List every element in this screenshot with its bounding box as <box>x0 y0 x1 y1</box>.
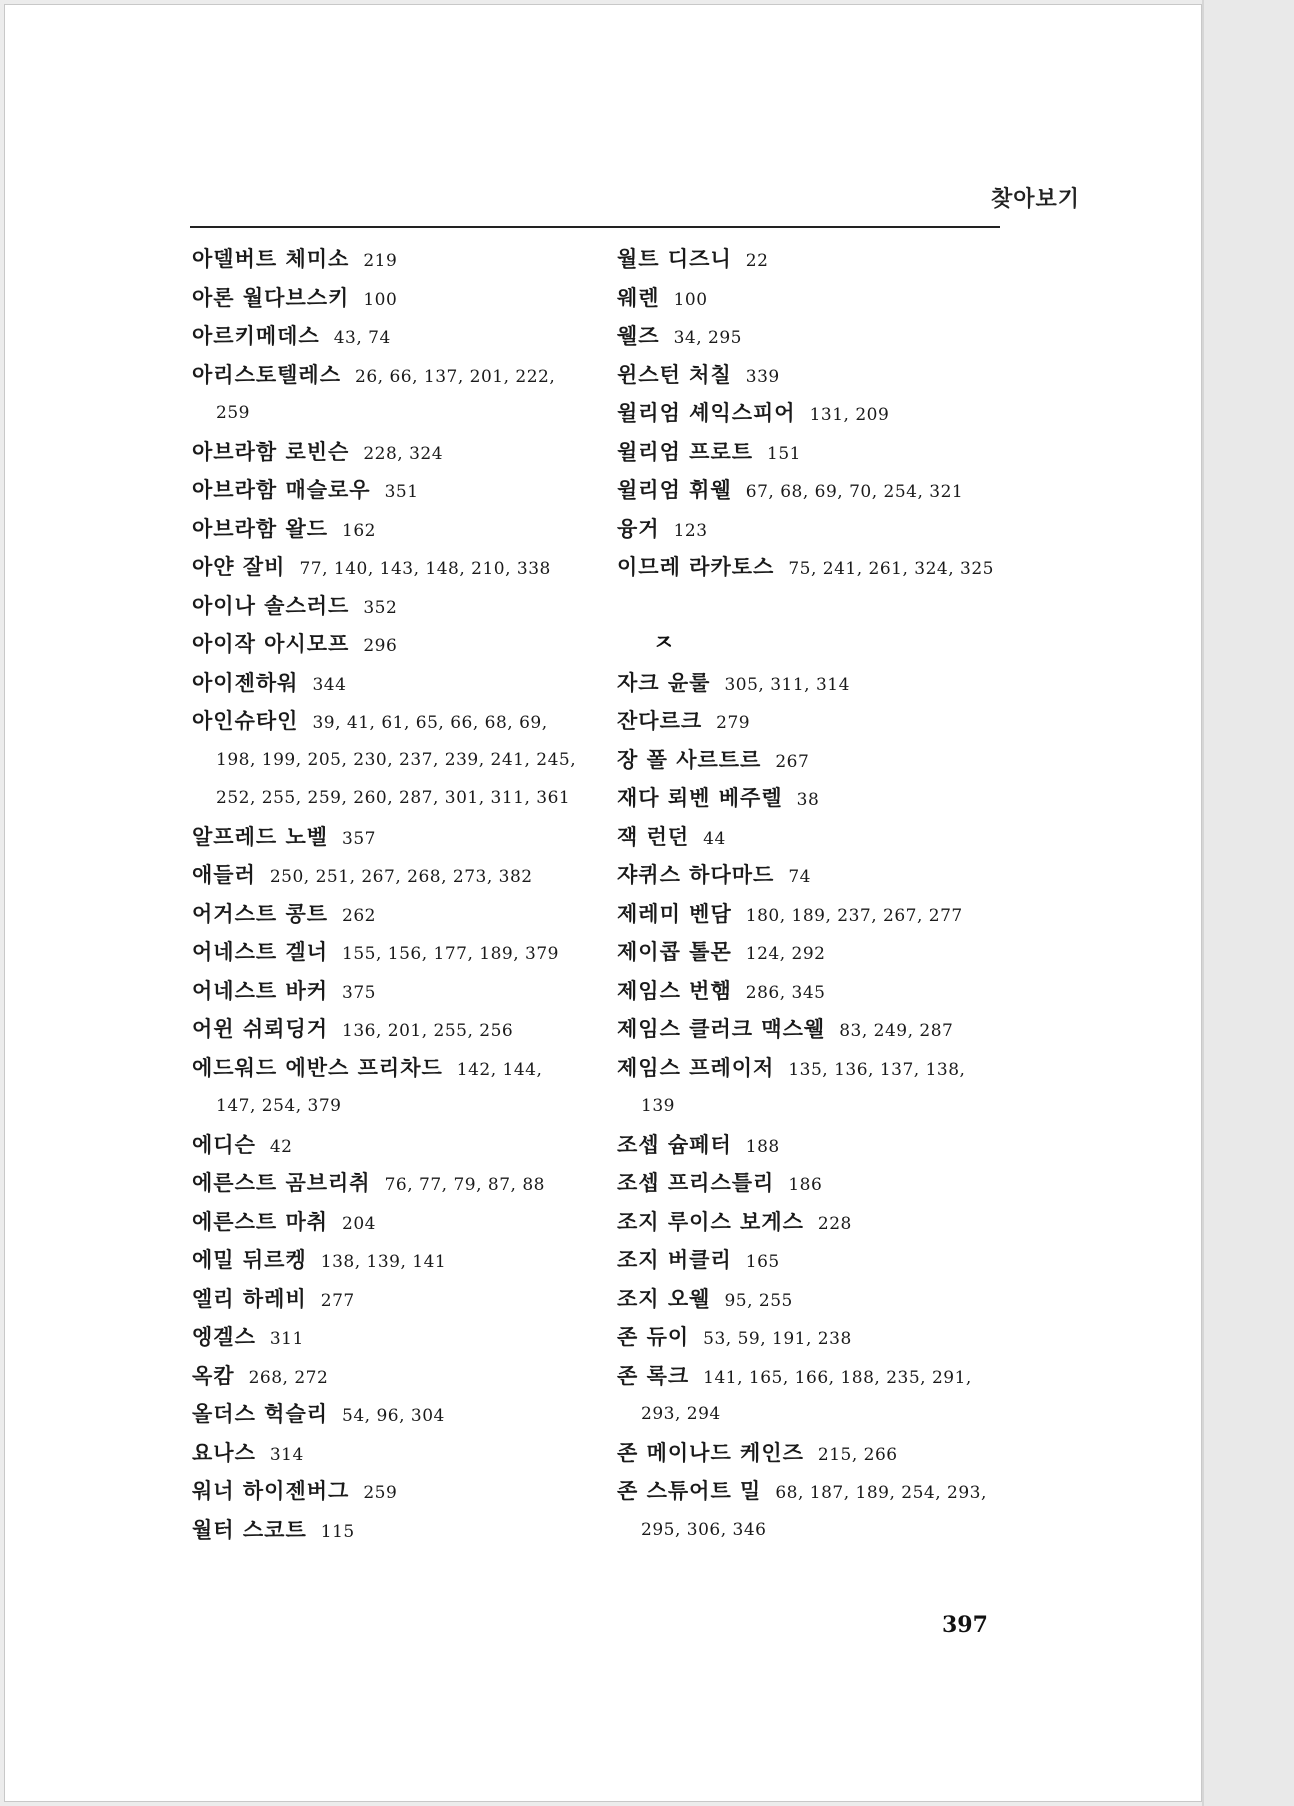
index-entry-name: 제임스 클러크 맥스웰 <box>617 1017 826 1041</box>
index-entry <box>192 933 612 972</box>
index-entry <box>192 471 612 510</box>
index-entry-pages: 186 <box>788 1175 823 1195</box>
index-entry-name: 존 메이나드 케인즈 <box>617 1440 804 1465</box>
index-entry-pages: 155, 156, 177, 189, 379 <box>342 944 560 964</box>
index-entry <box>192 1318 612 1357</box>
index-entry <box>192 356 612 395</box>
index-entry <box>617 1010 1037 1049</box>
index-entry <box>617 895 1037 934</box>
page-header-title: 찾아보기 <box>990 187 1080 212</box>
index-entry-name: 존 듀이 <box>617 1325 690 1349</box>
index-entry-name: 존 록크 <box>617 1363 690 1388</box>
index-entry-pages: 139 <box>641 1096 675 1116</box>
index-entry-pages: 259 <box>216 403 250 423</box>
index-entry-pages: 296 <box>363 636 398 656</box>
index-entry-pages: 142, 144, <box>456 1059 543 1080</box>
index-entry-pages: 123 <box>673 520 708 541</box>
index-entry-pages: 352 <box>363 597 398 618</box>
index-entry-pages: 95, 255 <box>724 1290 793 1311</box>
index-entry-name: 윌리엄 셰익스피어 <box>617 401 796 425</box>
index-entry-pages: 188 <box>745 1136 780 1157</box>
index-entry-name: 재다 뢰벤 베주렐 <box>617 786 783 810</box>
index-entry <box>617 1434 1037 1473</box>
index-entry-continuation <box>192 394 612 433</box>
index-entry-name: 제임스 번햄 <box>617 978 732 1003</box>
index-entry-pages: 204 <box>342 1213 376 1234</box>
index-entry-name: 에른스트 마취 <box>192 1209 329 1234</box>
index-entry-continuation <box>192 741 612 780</box>
index-entry-name: 아이젠하워 <box>192 670 299 695</box>
index-entry-pages: 67, 68, 69, 70, 254, 321 <box>745 482 964 502</box>
index-entry-pages: 162 <box>342 520 376 541</box>
index-entry-name: 알프레드 노벨 <box>192 824 329 849</box>
index-entry <box>617 702 1037 741</box>
index-entry-name: 잔다르크 <box>617 709 703 733</box>
index-entry-name: 엥겔스 <box>192 1325 256 1349</box>
index-section-heading: ㅈ <box>653 631 675 656</box>
index-entry-pages: 53, 59, 191, 238 <box>703 1329 852 1349</box>
index-entry <box>192 856 612 895</box>
index-entry <box>617 1318 1037 1357</box>
index-entry-name: 에디슨 <box>192 1132 256 1157</box>
index-entry <box>617 548 1037 587</box>
index-entry-pages: 314 <box>269 1444 304 1465</box>
index-entry-name: 월트 디즈니 <box>617 247 732 271</box>
index-entry <box>192 1434 612 1473</box>
index-entry-pages: 44 <box>703 828 726 849</box>
index-entry-pages: 138, 139, 141 <box>320 1252 447 1272</box>
index-entry <box>617 1280 1037 1319</box>
index-entry <box>617 1164 1037 1203</box>
index-entry-pages: 75, 241, 261, 324, 325 <box>788 559 994 579</box>
index-spacer <box>617 587 1037 626</box>
index-entry-name: 엘리 하레비 <box>192 1286 307 1311</box>
index-entry <box>617 856 1037 895</box>
index-entry <box>192 240 612 279</box>
index-entry-name: 아인슈타인 <box>192 709 299 733</box>
index-entry <box>617 356 1037 395</box>
index-entry <box>192 972 612 1011</box>
index-entry-name: 조지 루이스 보게스 <box>617 1209 804 1234</box>
index-entry-name: 아론 월다브스키 <box>192 285 350 310</box>
header-rule <box>190 226 1000 228</box>
index-entry-pages: 198, 199, 205, 230, 237, 239, 241, 245, <box>216 749 577 770</box>
index-entry-name: 잭 런던 <box>617 824 690 849</box>
index-entry-pages: 339 <box>745 366 780 387</box>
index-entry <box>617 433 1037 472</box>
index-entry-pages: 38 <box>796 790 820 810</box>
index-entry-name: 워너 하이젠버그 <box>192 1479 350 1503</box>
index-entry-name: 장 폴 사르트르 <box>617 747 762 772</box>
index-entry-pages: 293, 294 <box>641 1404 721 1424</box>
index-entry <box>192 1395 612 1434</box>
index-entry-name: 옥캄 <box>192 1363 235 1388</box>
index-entry-pages: 180, 189, 237, 267, 277 <box>745 905 963 926</box>
index-entry-pages: 357 <box>342 828 376 849</box>
index-entry-pages: 26, 66, 137, 201, 222, <box>355 366 556 387</box>
index-entry-pages: 100 <box>673 289 708 310</box>
index-entry-name: 조지 오웰 <box>617 1286 711 1311</box>
index-entry-pages: 259 <box>363 1483 398 1503</box>
index-entry-pages: 54, 96, 304 <box>342 1406 445 1426</box>
index-entry <box>617 394 1037 433</box>
index-entry-continuation <box>192 1087 612 1126</box>
index-entry-continuation <box>192 779 612 818</box>
index-entry-pages: 77, 140, 143, 148, 210, 338 <box>299 559 551 579</box>
index-entry <box>192 587 612 626</box>
index-entry-name: 어윈 쉬뢰딩거 <box>192 1017 329 1041</box>
index-entry-name: 윌리엄 프로트 <box>617 439 754 464</box>
index-entry-pages: 22 <box>745 251 769 271</box>
index-entry-name: 어네스트 바커 <box>192 978 329 1003</box>
index-column-left <box>192 240 612 1549</box>
index-entry <box>617 1203 1037 1242</box>
index-entry-name: 올더스 헉슬리 <box>192 1402 329 1426</box>
index-entry-pages: 131, 209 <box>809 405 890 425</box>
index-entry-name: 애들러 <box>192 863 256 887</box>
index-entry-pages: 311 <box>269 1329 304 1349</box>
index-entry <box>192 818 612 857</box>
index-entry-name: 아르키메데스 <box>192 324 320 348</box>
index-entry <box>617 1241 1037 1280</box>
index-entry <box>192 1203 612 1242</box>
index-entry-name: 아얀 잘비 <box>192 555 286 579</box>
index-entry-pages: 83, 249, 287 <box>839 1021 954 1041</box>
index-entry-pages: 42 <box>269 1136 293 1157</box>
index-entry-pages: 286, 345 <box>745 982 826 1003</box>
index-entry-name: 아이나 솔스러드 <box>192 593 350 618</box>
index-entry <box>192 510 612 549</box>
index-entry <box>192 1241 612 1280</box>
index-entry-pages: 43, 74 <box>333 328 391 348</box>
index-entry <box>192 1511 612 1550</box>
index-entry <box>617 741 1037 780</box>
index-entry <box>192 1357 612 1396</box>
index-entry <box>617 510 1037 549</box>
index-entry-pages: 141, 165, 166, 188, 235, 291, <box>703 1367 972 1388</box>
index-entry-name: 아브라함 왈드 <box>192 516 329 541</box>
index-entry-pages: 344 <box>312 674 347 695</box>
index-entry <box>192 317 612 356</box>
index-entry-pages: 228, 324 <box>363 443 444 464</box>
index-entry-name: 어거스트 콩트 <box>192 901 329 926</box>
index-entry-pages: 277 <box>320 1290 355 1311</box>
index-entry <box>192 1472 612 1511</box>
index-entry-pages: 250, 251, 267, 268, 273, 382 <box>269 867 533 887</box>
index-entry-pages: 252, 255, 259, 260, 287, 301, 311, 361 <box>216 788 571 808</box>
index-entry-name: 제레미 벤담 <box>617 901 732 926</box>
page-number: 397 <box>942 1612 988 1638</box>
index-entry-pages: 76, 77, 79, 87, 88 <box>384 1175 545 1195</box>
index-entry-pages: 34, 295 <box>673 328 742 348</box>
index-entry <box>617 1126 1037 1165</box>
index-entry-continuation <box>617 1087 1037 1126</box>
index-entry-name: 조셉 프리스틀리 <box>617 1171 775 1195</box>
index-entry <box>617 279 1037 318</box>
index-entry-pages: 100 <box>363 289 398 310</box>
index-entry-pages: 267 <box>775 751 810 772</box>
index-entry <box>617 779 1037 818</box>
index-entry-name: 어네스트 겔너 <box>192 940 329 964</box>
index-entry-pages: 228 <box>817 1213 852 1234</box>
index-entry-pages: 219 <box>363 251 398 271</box>
index-entry-name: 융거 <box>617 516 660 541</box>
index-entry-name: 아리스토텔레스 <box>192 362 342 387</box>
index-entry-name: 조지 버클리 <box>617 1248 732 1272</box>
index-entry <box>192 1164 612 1203</box>
index-entry <box>617 818 1037 857</box>
index-entry-name: 아델버트 체미소 <box>192 247 350 271</box>
index-entry <box>617 1357 1037 1396</box>
index-entry <box>192 1280 612 1319</box>
index-entry-pages: 151 <box>767 443 801 464</box>
index-entry-pages: 305, 311, 314 <box>724 674 850 695</box>
index-entry-name: 월터 스코트 <box>192 1517 307 1542</box>
index-entry-name: 윌리엄 휘웰 <box>617 478 732 502</box>
index-entry-name: 제임스 프레이저 <box>617 1055 775 1080</box>
index-entry-name: 요나스 <box>192 1440 256 1465</box>
index-entry <box>192 625 612 664</box>
index-entry <box>192 1049 612 1088</box>
index-entry-name: 이므레 라카토스 <box>617 555 775 579</box>
index-entry-pages: 39, 41, 61, 65, 66, 68, 69, <box>312 713 548 733</box>
index-entry <box>192 664 612 703</box>
index-entry <box>617 317 1037 356</box>
index-entry <box>617 1049 1037 1088</box>
index-entry-pages: 115 <box>320 1521 355 1542</box>
index-entry <box>192 279 612 318</box>
index-entry <box>192 1126 612 1165</box>
index-entry-pages: 262 <box>342 905 376 926</box>
index-entry-pages: 147, 254, 379 <box>216 1096 342 1116</box>
index-entry <box>617 933 1037 972</box>
index-entry-name: 웰즈 <box>617 324 660 348</box>
index-entry-name: 제이콥 톨몬 <box>617 940 732 964</box>
index-entry-continuation <box>617 1395 1037 1434</box>
index-entry-name: 웨렌 <box>617 285 660 310</box>
index-entry-pages: 135, 136, 137, 138, <box>788 1059 966 1080</box>
index-entry-name: 에른스트 곰브리취 <box>192 1171 371 1195</box>
index-entry-pages: 351 <box>384 482 419 502</box>
index-column-right <box>617 240 1037 1549</box>
index-entry <box>192 1010 612 1049</box>
index-entry-name: 에밀 뒤르켕 <box>192 1248 307 1272</box>
index-entry <box>617 1472 1037 1511</box>
index-entry <box>192 702 612 741</box>
index-entry-name: 아브라함 매슬로우 <box>192 478 371 502</box>
index-entry <box>617 664 1037 703</box>
index-entry-pages: 279 <box>716 713 751 733</box>
index-entry-name: 에드워드 에반스 프리차드 <box>192 1055 443 1080</box>
index-entry-pages: 295, 306, 346 <box>641 1519 767 1540</box>
index-entry-pages: 215, 266 <box>817 1444 898 1465</box>
index-entry <box>192 433 612 472</box>
index-entry <box>617 972 1037 1011</box>
index-entry <box>617 471 1037 510</box>
index-entry-name: 존 스튜어트 밀 <box>617 1479 762 1503</box>
index-entry-pages: 375 <box>342 982 376 1003</box>
index-entry-name: 아이작 아시모프 <box>192 632 350 656</box>
index-entry-name: 아브라함 로빈슨 <box>192 439 350 464</box>
index-entry-name: 윈스턴 처칠 <box>617 362 732 387</box>
index-entry-pages: 124, 292 <box>745 944 826 964</box>
viewer-background-strip <box>1202 0 1294 1806</box>
index-entry <box>192 895 612 934</box>
index-entry-pages: 68, 187, 189, 254, 293, <box>775 1483 987 1503</box>
index-entry-pages: 165 <box>745 1252 780 1272</box>
index-entry-pages: 268, 272 <box>248 1367 329 1388</box>
index-entry-name: 조셉 슘페터 <box>617 1132 732 1157</box>
index-entry-pages: 74 <box>788 867 811 887</box>
index-entry-continuation <box>617 1511 1037 1550</box>
index-entry <box>617 240 1037 279</box>
index-entry-name: 자크 윤룰 <box>617 670 711 695</box>
index-entry <box>192 548 612 587</box>
index-entry-pages: 136, 201, 255, 256 <box>342 1021 514 1041</box>
index-entry-name: 쟈퀴스 하다마드 <box>617 863 775 887</box>
